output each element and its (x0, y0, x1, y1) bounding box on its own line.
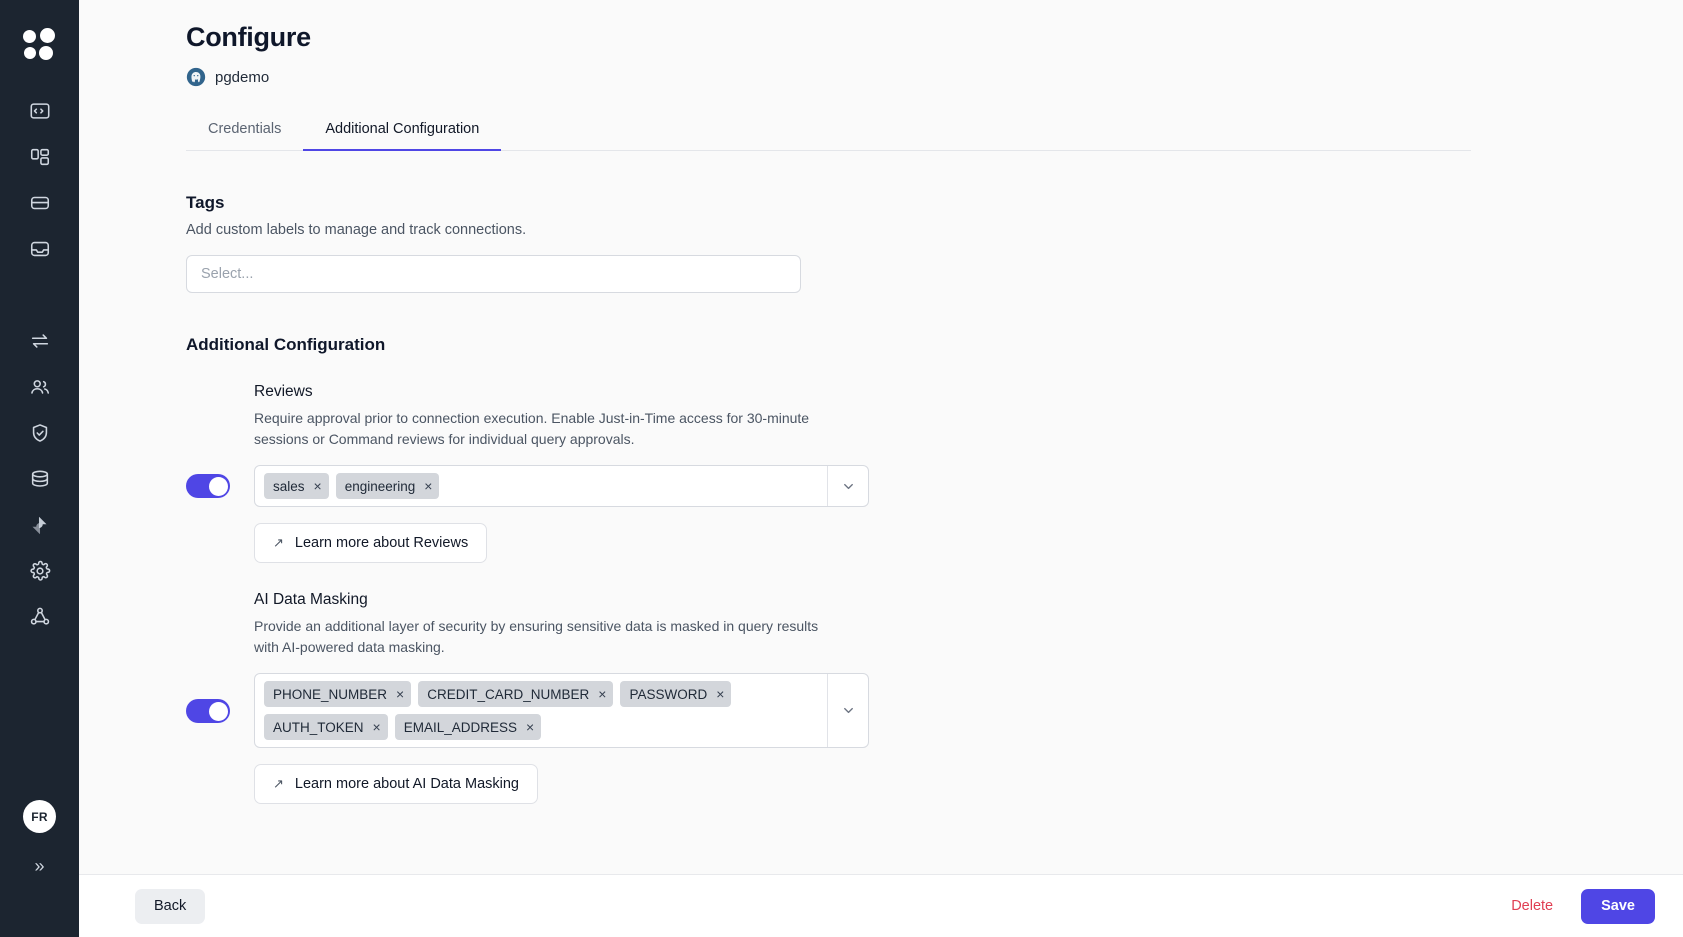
jira-icon (29, 515, 50, 536)
sidebar-item-security[interactable] (17, 410, 63, 456)
page-title: Configure (186, 22, 311, 52)
chip-label: AUTH_TOKEN (273, 719, 364, 735)
reviews-title: Reviews (254, 383, 313, 400)
sidebar-item-inbox[interactable] (17, 226, 63, 272)
sidebar-item-settings[interactable] (17, 548, 63, 594)
tab-bar (186, 113, 1471, 151)
chip-label: EMAIL_ADDRESS (403, 719, 518, 735)
footer-actions (1511, 889, 1655, 924)
shield-check-icon (29, 422, 51, 444)
sidebar-nav-secondary (17, 318, 63, 640)
chip-masking-3[interactable] (264, 714, 388, 740)
learn-more-reviews-button[interactable] (254, 523, 487, 563)
chip-remove-icon[interactable]: × (396, 686, 405, 703)
users-icon (29, 376, 51, 398)
chip-label: engineering (344, 478, 416, 494)
tags-description: Add custom labels to manage and track connections. (186, 222, 527, 238)
sidebar-item-plugins[interactable] (17, 594, 63, 640)
connection-subtitle (186, 67, 1683, 87)
ai-data-masking-multiselect[interactable] (254, 673, 869, 748)
reviews-chip-list (255, 466, 827, 506)
ai-data-masking-toggle[interactable] (186, 699, 230, 723)
inbox-tray-icon (29, 238, 51, 260)
ai-data-masking-control-row (186, 673, 1683, 748)
chip-masking-4[interactable] (395, 714, 541, 740)
sidebar-collapse-icon[interactable]: » (34, 855, 45, 876)
ai-data-masking-description: Provide an additional layer of security by ensuring sensitive data is masked in query results with AI-powered data masking. (254, 618, 819, 655)
save-button[interactable]: Save (1581, 889, 1655, 924)
reviews-multiselect[interactable] (254, 465, 869, 507)
app-logo[interactable] (23, 28, 57, 62)
tags-title: Tags (186, 193, 225, 212)
sidebar-item-editor[interactable] (17, 88, 63, 134)
chip-remove-icon[interactable]: × (424, 478, 433, 495)
chip-label: CREDIT_CARD_NUMBER (427, 686, 590, 702)
database-icon (29, 192, 51, 214)
sidebar-item-dashboard[interactable] (17, 134, 63, 180)
ai-data-masking-toggle-cell (186, 673, 254, 723)
learn-more-reviews-label: Learn more about Reviews (294, 535, 469, 552)
chip-reviews-1[interactable] (336, 473, 440, 499)
chip-label: sales (273, 478, 305, 494)
footer-bar (79, 874, 1683, 937)
chip-remove-icon[interactable]: × (716, 686, 725, 703)
back-button[interactable]: Back (135, 889, 205, 924)
chip-remove-icon[interactable]: × (526, 719, 535, 736)
puzzle-icon (29, 606, 51, 628)
postgres-elephant-icon (186, 67, 206, 87)
sidebar-item-users[interactable] (17, 364, 63, 410)
scroll-content (79, 0, 1683, 874)
tab-additional-configuration[interactable]: Additional Configuration (303, 113, 501, 151)
reviews-toggle-cell (186, 465, 254, 498)
gear-icon (29, 560, 51, 582)
sidebar-nav-primary (17, 88, 63, 272)
chip-masking-2[interactable] (620, 681, 731, 707)
sidebar-item-transfers[interactable] (17, 318, 63, 364)
chip-label: PHONE_NUMBER (273, 686, 388, 702)
reviews-toggle[interactable] (186, 474, 230, 498)
sidebar-item-resources[interactable] (17, 456, 63, 502)
database-stack-icon (29, 468, 51, 490)
learn-more-ai-data-masking-button[interactable] (254, 764, 538, 804)
chip-label: PASSWORD (629, 686, 708, 702)
tags-section (186, 193, 1683, 293)
chip-remove-icon[interactable]: × (372, 719, 381, 736)
arrows-exchange-icon (29, 330, 51, 352)
chip-masking-1[interactable] (418, 681, 613, 707)
external-link-arrow-icon: ↗ (273, 535, 284, 551)
sidebar-item-jira[interactable] (17, 502, 63, 548)
learn-more-ai-data-masking-label: Learn more about AI Data Masking (294, 776, 519, 793)
reviews-subsection (254, 383, 1683, 563)
reviews-description: Require approval prior to connection execution. Enable Just-in-Time access for 30-minute sessions or Command reviews for individual query approvals. (254, 410, 810, 447)
tab-credentials[interactable]: Credentials (208, 121, 282, 137)
code-brackets-icon (29, 100, 51, 122)
chip-reviews-0[interactable] (264, 473, 329, 499)
sidebar-item-connections[interactable] (17, 180, 63, 226)
external-link-arrow-icon: ↗ (273, 776, 284, 792)
chevron-down-icon[interactable] (827, 674, 868, 747)
ai-data-masking-title: AI Data Masking (254, 591, 368, 609)
avatar[interactable]: FR (23, 800, 56, 833)
delete-button[interactable]: Delete (1511, 898, 1554, 914)
tags-select[interactable] (186, 255, 801, 293)
additional-configuration-title: Additional Configuration (186, 335, 386, 354)
tags-select-placeholder: Select... (201, 266, 254, 282)
dashboard-grid-icon (29, 146, 51, 168)
chip-remove-icon[interactable]: × (598, 686, 607, 703)
chip-masking-0[interactable] (264, 681, 411, 707)
connection-name: pgdemo (215, 68, 270, 86)
reviews-control-row (186, 465, 1683, 507)
additional-configuration-section (186, 335, 1683, 804)
ai-data-masking-chip-list (255, 674, 827, 747)
main-area (79, 0, 1683, 937)
sidebar (0, 0, 79, 937)
chevron-down-icon[interactable] (827, 466, 868, 506)
ai-data-masking-subsection (254, 591, 1683, 804)
chip-remove-icon[interactable]: × (313, 478, 322, 495)
